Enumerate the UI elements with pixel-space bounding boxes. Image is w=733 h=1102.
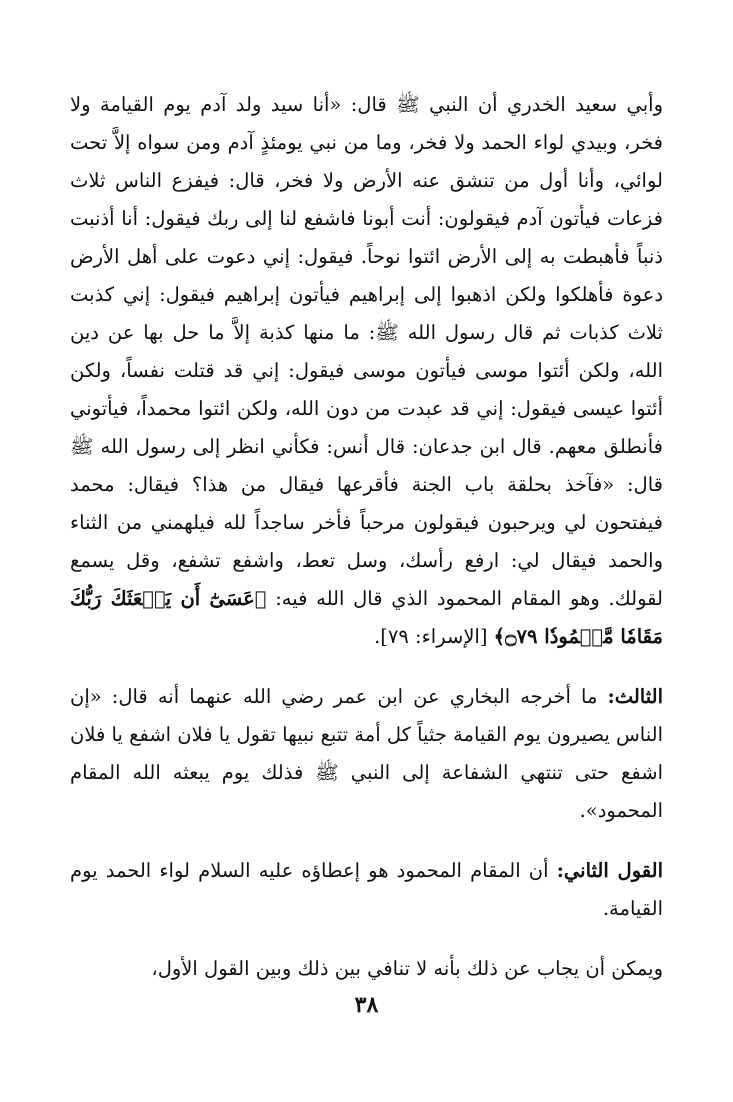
page-number: ٣٨ — [354, 992, 379, 1018]
paragraph-third — [70, 678, 663, 830]
paragraph-second-opinion — [70, 852, 663, 928]
paragraph-text: أن المقام المحمود هو إعطاؤه عليه السلام لواء الحمد يوم القيامة. — [70, 859, 663, 920]
quran-verse: ﴿عَسَىٰٓ أَن يَبۡعَثَكَ رَبُّكَ مَقَامٗا مَّحۡمُودٗا ۝٧٩﴾ — [70, 587, 663, 648]
paragraph-hadith-intercession — [70, 86, 663, 656]
verse-citation: [الإسراء: ٧٩]. — [374, 625, 488, 648]
paragraph-text: ما أخرجه البخاري عن ابن عمر رضي الله عنهما أنه قال: «إن الناس يصيرون يوم القيامة جثياً كل أمة تتبع نبيها تقول يا فلان اشفع يا فلان اشفع حتى تنتهي الشفاعة إلى النبي ﷺ فذلك يوم يبعثه الله المقام المحمود». — [70, 685, 663, 822]
paragraph-lead: الثالث: — [607, 685, 663, 708]
paragraph-lead: القول الثاني: — [556, 859, 663, 882]
paragraph-text: ويمكن أن يجاب عن ذلك بأنه لا تنافي بين ذلك وبين القول الأول، — [151, 957, 663, 980]
paragraph-text: وأبي سعيد الخدري أن النبي ﷺ قال: «أنا سيد ولد آدم يوم القيامة ولا فخر، وبيدي لواء الحمد ولا فخر، وما من نبي يومئذٍ آدم ومن سواه إلاَّ تحت لوائي، وأنا أول من تنشق عنه الأرض ولا فخر، قال: فيفزع الناس ثلاث فزعات فيأتون آدم فيقولون: أنت أبونا فاشفع لنا إلى ربك فيقول: أنا أذنبت ذنباً فأهبطت به إلى الأرض ائتوا نوحاً. فيقول: إني دعوت على أهل الأرض دعوة فأهلكوا ولكن اذهبوا إلى إبراهيم فيأتون إبراهيم فيقول: إني كذبت ثلاث كذبات ثم قال رسول الله ﷺ: ما منها كذبة إلاَّ ما حل بها عن دين الله، ولكن أئتوا موسى فيأتون موسى فيقول: إني قد قتلت نفساً، ولكن أئتوا عيسى فيقول: إني قد عبدت من دون الله، ولكن ائتوا محمداً، فيأتوني فأنطلق معهم. قال ابن جدعان: قال أنس: فكأني انظر إلى رسول الله ﷺ قال: «فآخذ بحلقة باب الجنة فأقرعها فيقال من هذا؟ فيقال: محمد فيفتحون لي ويرحبون فيقولون مرحباً فأخر ساجداً لله فيلهمني من الثناء والحمد فيقال لي: ارفع رأسك، وسل تعط، واشفع تشفع، وقل يسمع لقولك. وهو المقام المحمود الذي قال الله فيه: — [70, 93, 663, 610]
paragraph-reconcile — [70, 950, 663, 988]
